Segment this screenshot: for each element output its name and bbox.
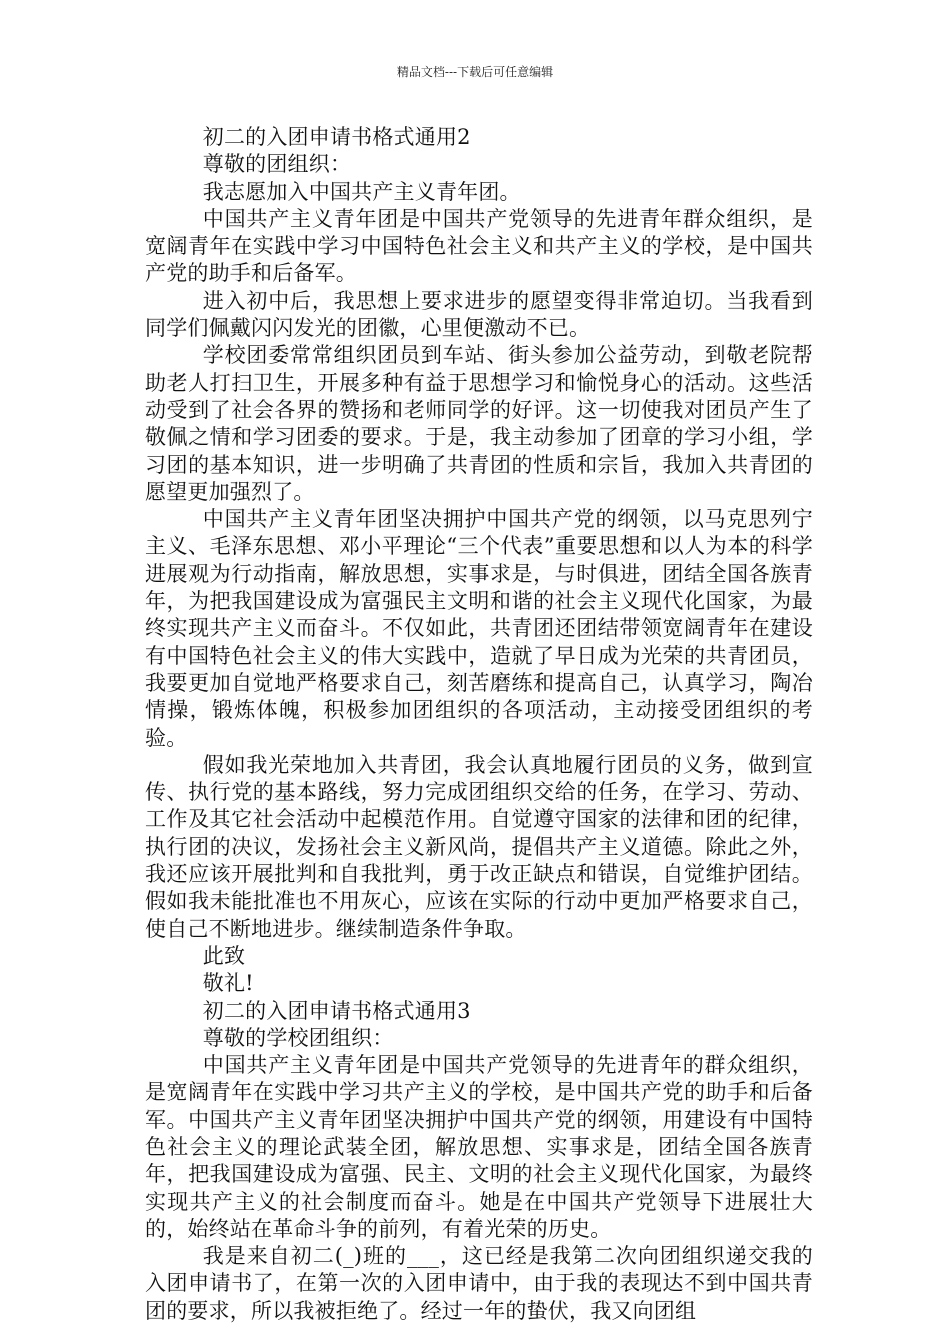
document-body [145, 124, 813, 1325]
paragraph: 中国共产主义青年团坚决拥护中国共产党的纲领，以马克思列宁主义、毛泽东思想、邓小平理论“三个代表”重要思想和以人为本的科学进展观为行动指南，解放思想，实事求是，与时俱进，团结全国各族青年，为把我国建设成为富强民主文明和谐的社会主义现代化国家，为最终实现共产主义而奋斗。不仅如此，共青团还团结带领宽阔青年在建设有中国特色社会主义的伟大实践中，造就了早日成为光荣的共青团员，我要更加自觉地严格要求自己，刻苦磨练和提高自己，认真学习，陶冶情操，锻炼体魄，积极参加团组织的各项活动，主动接受团组织的考验。 [145, 507, 813, 750]
closing: 敬礼! [202, 971, 254, 996]
paragraph: 假如我光荣地加入共青团，我会认真地履行团员的义务，做到宣传、执行党的基本路线，努力完成团组织交给的任务，在学习、劳动、工作及其它社会活动中起模范作用。自觉遵守国家的法律和团的纪律，执行团的决议，发扬社会主义新风尚，提倡共产主义道德。除此之外，我还应该开展批判和自我批判，勇于改正缺点和错误，自觉维护团结。假如我未能批准也不用灰心，应该在实际的行动中更加严格要求自己，使自己不断地进步。继续制造条件争取。 [145, 752, 813, 941]
paragraph: 我是来自初二(_)班的___，这已经是我第二次向团组织递交我的入团申请书了，在第一次的入团申请中，由于我的表现达不到中国共青团的要求，所以我被拒绝了。经过一年的蛰伏，我又向团组 [145, 1244, 813, 1323]
page-header: 精品文档---下载后可任意编辑 [396, 65, 554, 79]
closing: 此致 [202, 943, 246, 968]
salutation: 尊敬的学校团组织： [202, 1025, 394, 1050]
paragraph: 进入初中后，我思想上要求进步的愿望变得非常迫切。当我看到同学们佩戴闪闪发光的团徽，心里便激动不已。 [145, 288, 813, 341]
paragraph: 我志愿加入中国共产主义青年团。 [202, 179, 521, 204]
paragraph: 学校团委常常组织团员到车站、街头参加公益劳动，到敬老院帮助老人打扫卫生，开展多种有益于思想学习和愉悦身心的活动。这些活动受到了社会各界的赞扬和老师同学的好评。这一切使我对团员产生了敬佩之情和学习团委的要求。于是，我主动参加了团章的学习小组，学习团的基本知识，进一步明确了共青团的性质和宗旨，我加入共青团的愿望更加强烈了。 [145, 343, 813, 504]
salutation: 尊敬的团组织： [202, 152, 352, 177]
section-title: 初二的入团申请书格式通用3 [202, 998, 471, 1023]
section-title: 初二的入团申请书格式通用2 [202, 125, 471, 149]
paragraph: 中国共产主义青年团是中国共产党领导的先进青年群众组织，是宽阔青年在实践中学习中国特色社会主义和共产主义的学校，是中国共产党的助手和后备军。 [145, 206, 813, 286]
paragraph: 中国共产主义青年团是中国共产党领导的先进青年的群众组织，是宽阔青年在实践中学习共产主义的学校，是中国共产党的助手和后备军。中国共产主义青年团坚决拥护中国共产党的纲领，用建设有中国特色社会主义的理论武装全团，解放思想、实事求是，团结全国各族青年，把我国建设成为富强、民主、文明的社会主义现代化国家，为最终实现共产主义的社会制度而奋斗。她是在中国共产党领导下进展壮大的，始终站在革命斗争的前列，有着光荣的历史。 [145, 1053, 813, 1241]
